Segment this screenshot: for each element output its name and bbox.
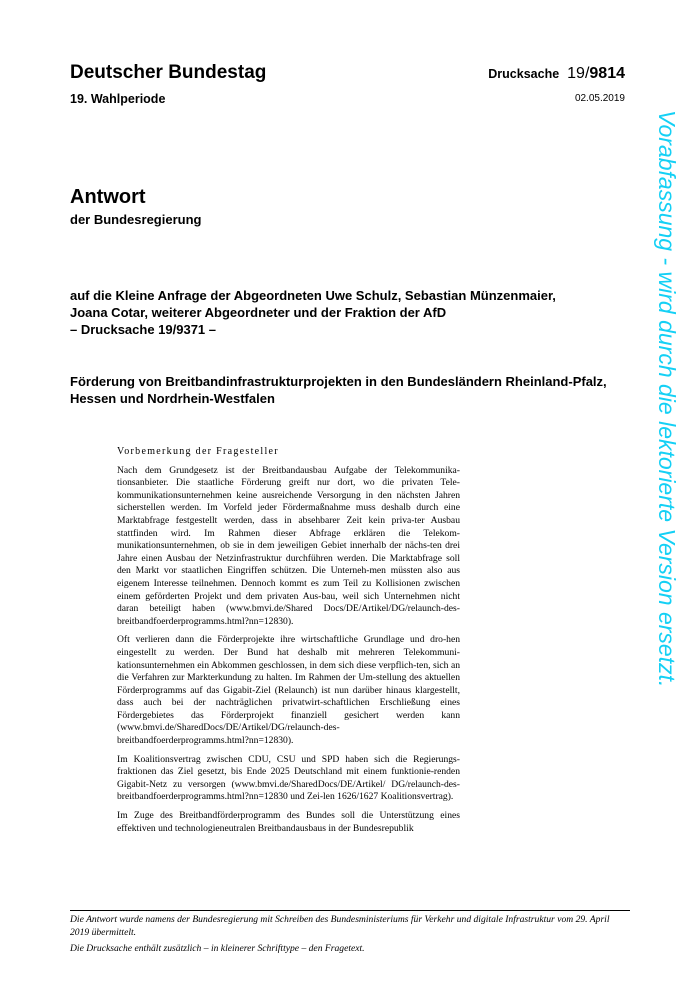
preamble-paragraph: Nach dem Grundgesetz ist der Breitbandausbau Aufgabe der Telekommunika-tionsanbieter. Die staatliche Förderung greift nur dort, wo die privaten Tele-kommunikationsunternehmen keine ausreichende Versorgung in den nächsten Jahren sicherstellen werden. Im Vorfeld jeder Fördermaßnahme muss deshalb durch eine Marktabfrage festgestellt werden, dass in absehbarer Zeit kein priva-ter Ausbau stattfinden wird. Im Rahmen dieser Abfrage erklären die Telekom-munikationsunternehmen, ob sie in dem jeweiligen Gebiet innerhalb der nächs-ten drei Jahre einen Ausbau der Netzinfrastruktur durchführen werden. Die Marktabfrage soll den Markt vor staatlichen Eingriffen schützen. Die Unterneh-men müssten also aus eigenem Interesse teilnehmen. Dennoch kommt es zum Teil zu Kollisionen zwischen einem geförderten Projekt und dem privaten Aus-bau, weil sich Unternehmen nicht daran beteiligt haben (www.bmvi.de/Shared Docs/DE/Artikel/DG/relaunch-des-breitbandfoerderprogramms.html?nn=12830). — [117, 464, 460, 627]
footer-note: Die Antwort wurde namens der Bundesregierung mit Schreiben des Bundesministeriums für Verkehr und digitale Infrastruktur vom 29. April 2019 übermittelt. — [70, 914, 610, 938]
parliament-name: Deutscher Bundestag — [70, 62, 267, 83]
footer-divider — [70, 910, 630, 911]
legislative-term: 19. Wahlperiode — [70, 92, 166, 106]
draft-watermark: Vorabfassung - wird durch die lektorierte Version ersetzt. — [654, 110, 680, 688]
footer-notes — [70, 914, 630, 960]
document-type: Antwort — [70, 186, 146, 208]
inquiry-line: Joana Cotar, weiterer Abgeordneter und der Fraktion der AfD — [70, 305, 447, 320]
footer-note: Die Drucksache enthält zusätzlich – in kleinerer Schrifttype – den Fragetext. — [70, 943, 365, 955]
preamble-paragraph: Oft verlieren dann die Förderprojekte ihre wirtschaftliche Grundlage und dro-hen eingestellt zu werden. Der Bund hat deshalb mit mehreren Telekommuni-kationsunternehmen ein Abkommen geschlossen, in dem sich diese verpflich-ten, sich an die Verfahren zur Markterkundung zu halten. Im Rahmen der Um-stellung des aktuellen Förderprogramms auf das Gigabit-Ziel (Relaunch) ist nun darüber hinaus klargestellt, dass auch bei der nachträglichen privatwirt-schaftlichen Erschließung eines Fördergebietes das Förderprojekt finanziell gesichert werden kann (www.bmvi.de/SharedDocs/DE/Artikel/DG/relaunch-des-breitbandfoerderprogramms.html?nn=12830). — [117, 634, 460, 747]
document-number-prefix: 19/ — [567, 65, 590, 82]
document-number — [488, 64, 625, 83]
document-origin: der Bundesregierung — [70, 212, 202, 227]
inquiry-line: auf die Kleine Anfrage der Abgeordneten Uwe Schulz, Sebastian Münzenmaier, — [70, 288, 556, 303]
document-number-main: 9814 — [589, 65, 625, 82]
preamble-paragraph: Im Zuge des Breitbandförderprogramm des Bundes soll die Unterstützung eines effektiven und technologieneutralen Breitbandausbaus in der Bundesrepublik — [117, 810, 460, 834]
preamble-section — [117, 446, 460, 841]
inquiry-reference — [70, 287, 630, 338]
document-label: Drucksache — [488, 67, 560, 81]
preamble-paragraph: Im Koalitionsvertrag zwischen CDU, CSU und SPD haben sich die Regierungs-fraktionen das Ziel gesetzt, bis Ende 2025 Deutschland mit einem funktionie-renden Gigabit-Netz zu versorgen (www.bmvi.de/SharedDocs/DE/Artikel/ DG/relaunch-des-breitbandfoerderprogramms.html?nn=12830 und Zei-len 1626/1627 Koalitionsvertrag). — [117, 753, 460, 803]
document-date: 02.05.2019 — [574, 93, 625, 104]
preamble-heading: Vorbemerkung der Fragesteller — [117, 446, 279, 457]
inquiry-line: – Drucksache 19/9371 – — [70, 322, 216, 337]
subject-title: Förderung von Breitbandinfrastrukturprojekten in den Bundesländern Rheinland-Pfalz, Hessen und Nordrhein-Westfalen — [70, 374, 607, 406]
